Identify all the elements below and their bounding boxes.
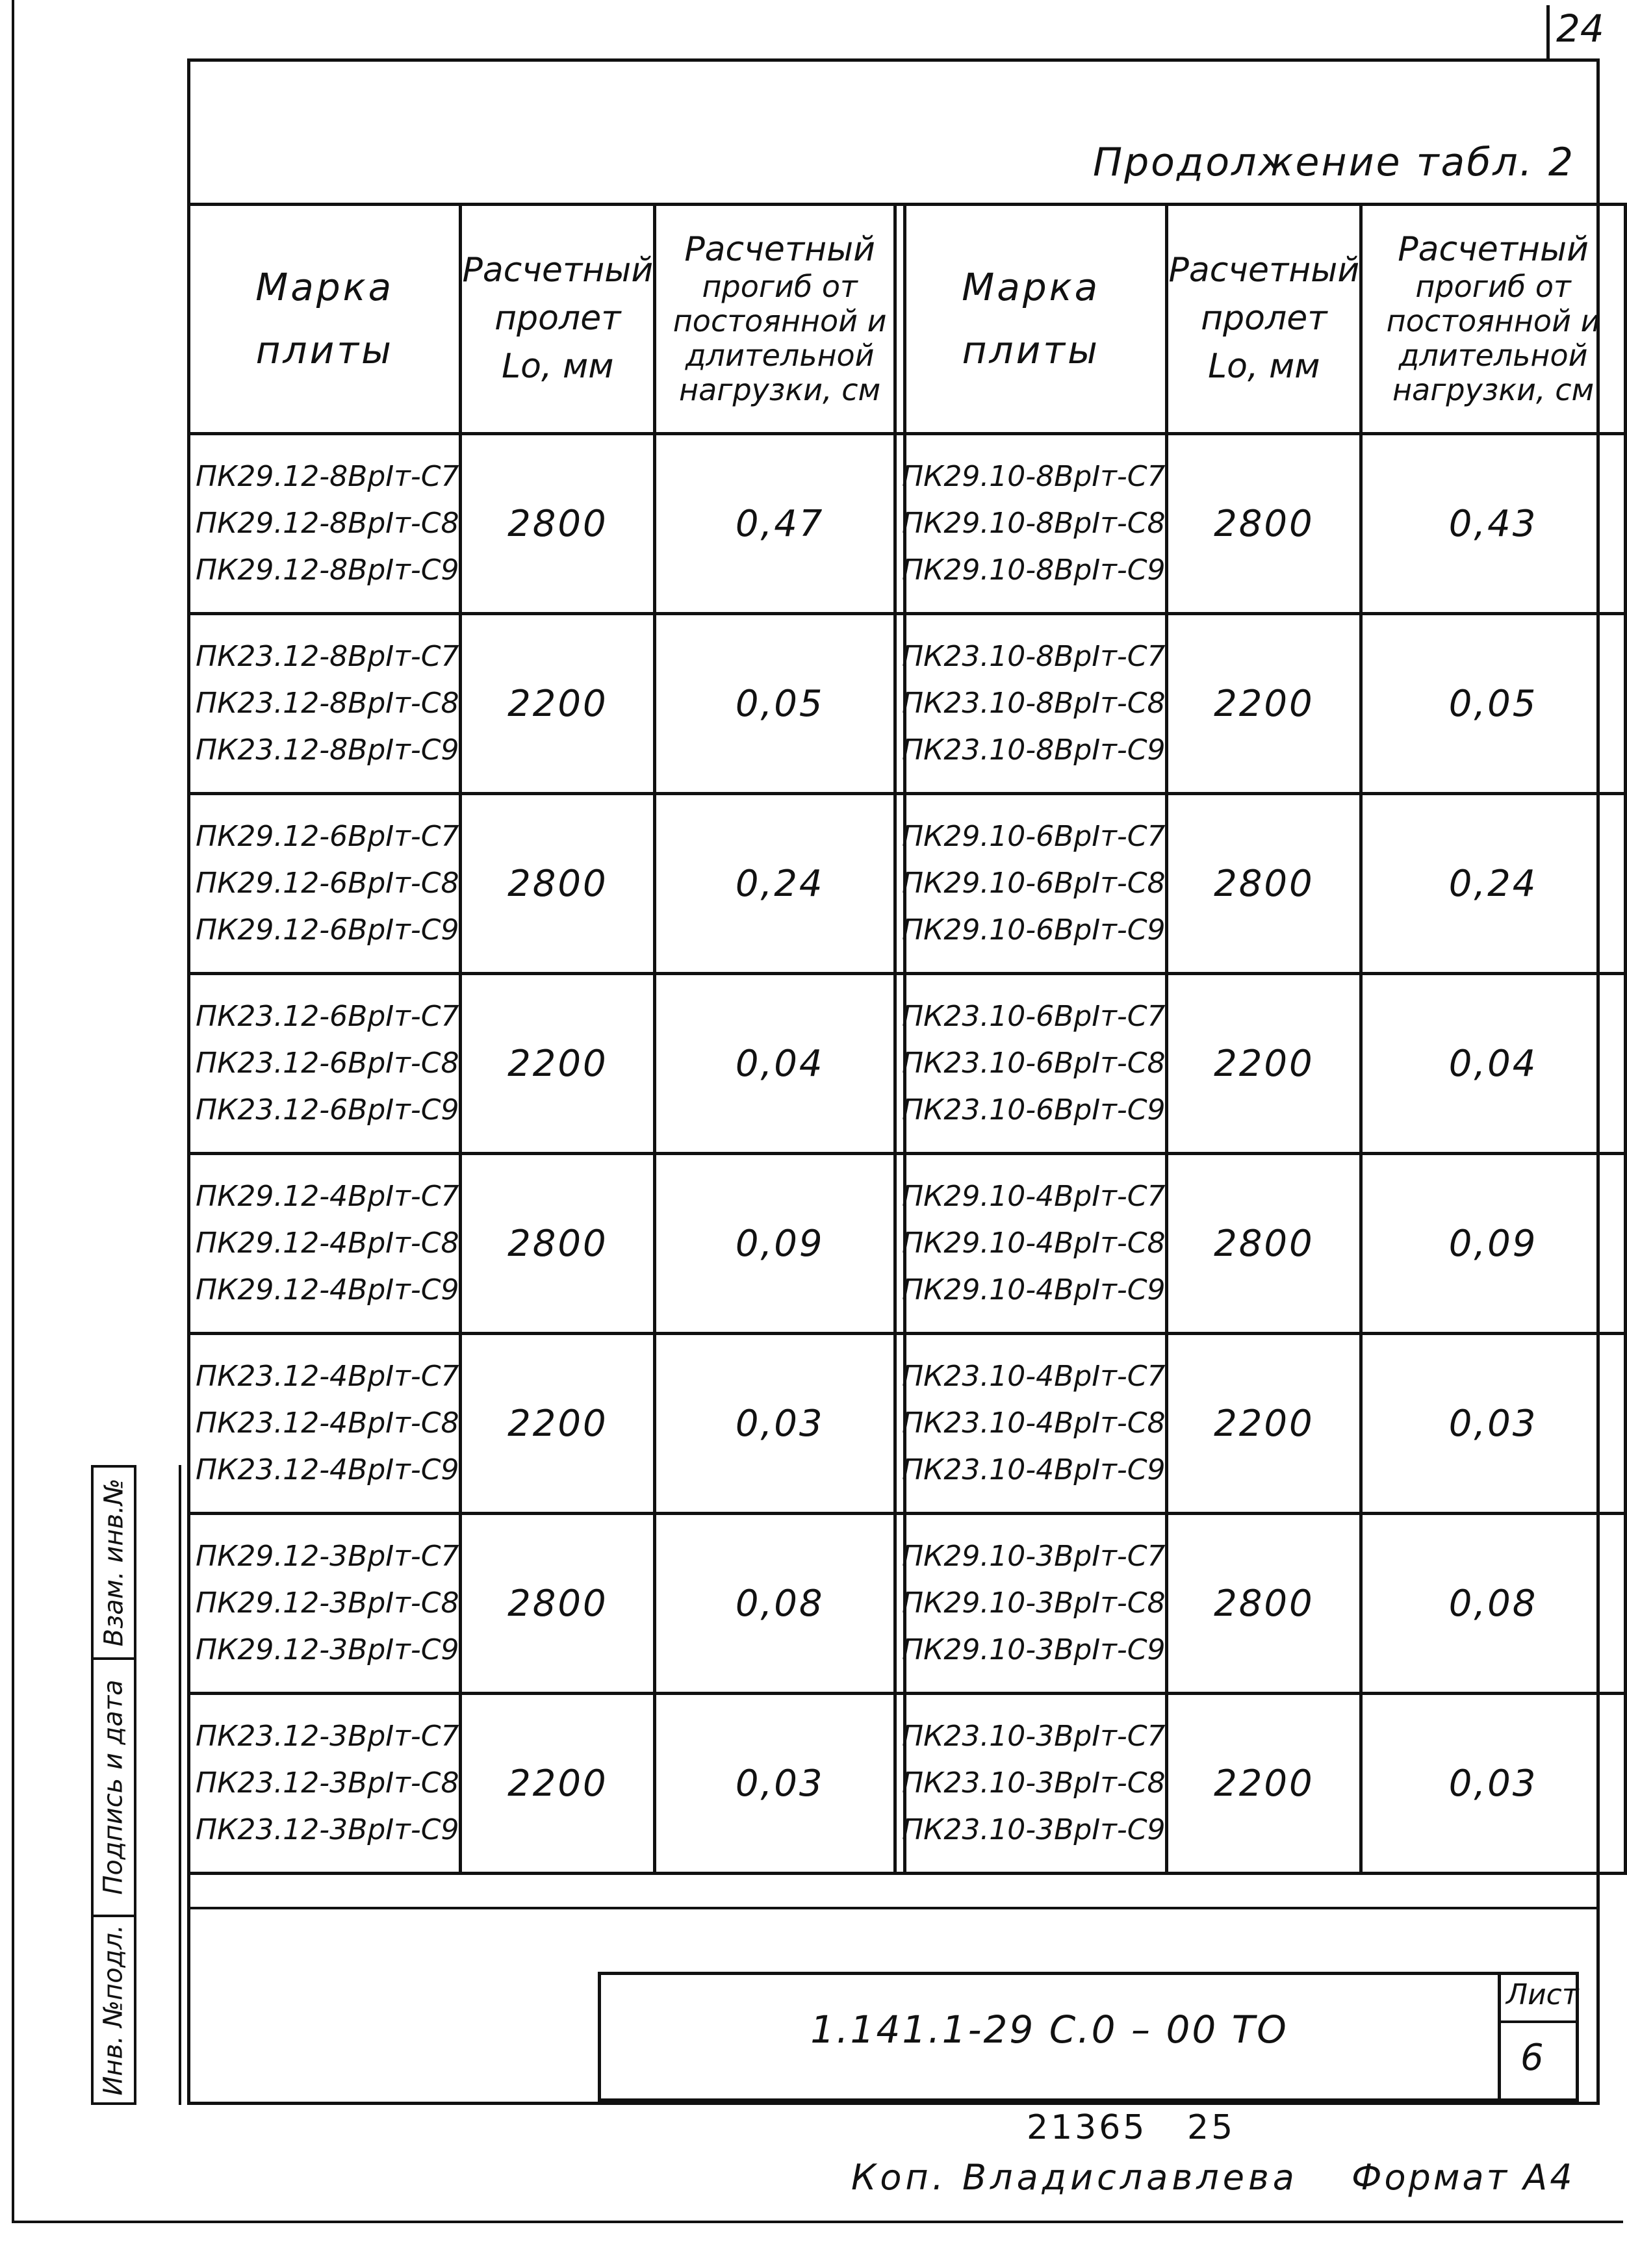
side-label: Инв. №подл.: [99, 1924, 129, 2096]
deflection-cell: 0,43: [1361, 434, 1626, 614]
header-mark-line: плиты: [962, 328, 1100, 372]
plate-mark: ПК23.12-3ВрIт-С7: [196, 1720, 459, 1753]
plate-marks-cell: [189, 1334, 461, 1514]
plate-mark: ПК23.10-6ВрIт-С9: [902, 1093, 1166, 1127]
plate-mark: ПК23.12-3ВрIт-С8: [196, 1766, 459, 1800]
plate-mark: ПК23.10-6ВрIт-С8: [902, 1047, 1166, 1080]
deflection-cell: 0,47: [655, 434, 905, 614]
header-deflection-line: нагрузки, см: [1392, 372, 1595, 407]
bottom-margin-line: [12, 2221, 1623, 2223]
order-number: 21365 25: [1027, 2108, 1236, 2147]
plate-mark: ПК29.12-8ВрIт-С7: [196, 460, 459, 493]
table-row: [189, 1154, 905, 1334]
plate-marks-cell: [895, 1334, 1167, 1514]
deflection-cell: 0,09: [655, 1154, 905, 1334]
plate-mark: ПК23.10-4ВрIт-С9: [902, 1453, 1166, 1486]
table-row: [895, 1334, 1626, 1514]
header-deflection: [655, 205, 905, 434]
table-row: [189, 1334, 905, 1514]
table-row: [189, 974, 905, 1154]
plate-mark: ПК29.12-4ВрIт-С7: [196, 1180, 459, 1213]
header-span-line: пролет: [494, 299, 621, 338]
span-cell: 2200: [1167, 1694, 1361, 1874]
header-deflection-line: постоянной и: [1386, 303, 1600, 338]
table-row: [895, 1514, 1626, 1694]
title-stamp: [598, 1972, 1579, 2102]
plate-mark: ПК23.12-6ВрIт-С8: [196, 1047, 459, 1080]
table-row: [895, 1154, 1626, 1334]
plate-mark: ПК29.12-8ВрIт-С8: [196, 507, 459, 540]
plate-marks-cell: [189, 614, 461, 794]
span-cell: 2800: [461, 794, 655, 974]
table-row: [895, 1694, 1626, 1874]
side-field-rule: [179, 1465, 181, 2105]
span-cell: 2200: [461, 1334, 655, 1514]
plate-mark: ПК29.10-8ВрIт-С7: [902, 460, 1166, 493]
deflection-cell: 0,09: [1361, 1154, 1626, 1334]
plate-mark: ПК29.10-4ВрIт-С9: [902, 1273, 1166, 1306]
header-span-line: пролет: [1201, 299, 1327, 338]
span-cell: 2200: [1167, 1334, 1361, 1514]
plate-mark: ПК29.10-3ВрIт-С9: [902, 1633, 1166, 1666]
right-table: [893, 203, 1627, 1875]
span-cell: 2200: [461, 1694, 655, 1874]
header-span-line: Lо, мм: [502, 346, 614, 386]
plate-mark: ПК23.12-8ВрIт-С8: [196, 687, 459, 720]
header-mark: [189, 205, 461, 434]
plate-mark: ПК23.10-3ВрIт-С8: [902, 1766, 1166, 1800]
plate-marks-cell: [895, 1154, 1167, 1334]
plate-mark: ПК23.12-8ВрIт-С9: [196, 733, 459, 767]
plate-mark: ПК29.10-8ВрIт-С9: [902, 554, 1166, 587]
plate-mark: ПК23.12-8ВрIт-С7: [196, 640, 459, 673]
plate-mark: ПК29.10-6ВрIт-С7: [902, 820, 1166, 853]
header-span-line: Lо, мм: [1208, 346, 1320, 386]
copied-by: Коп. Владиславлева: [851, 2157, 1298, 2198]
table-row: [895, 974, 1626, 1154]
plate-marks-cell: [189, 434, 461, 614]
side-field-orig-inv: [91, 1915, 136, 2105]
table-bottom-rule: [187, 1907, 1600, 1909]
plate-mark: ПК23.10-4ВрIт-С8: [902, 1407, 1166, 1440]
header-deflection-line: постоянной и: [673, 303, 887, 338]
deflection-cell: 0,03: [655, 1334, 905, 1514]
plate-marks-cell: [895, 1694, 1167, 1874]
span-cell: 2800: [1167, 794, 1361, 974]
span-cell: 2800: [461, 434, 655, 614]
plate-mark: ПК29.12-6ВрIт-С9: [196, 913, 459, 947]
plate-mark: ПК29.10-4ВрIт-С8: [902, 1227, 1166, 1260]
header-deflection-line: Расчетный: [684, 230, 875, 270]
plate-mark: ПК23.12-4ВрIт-С9: [196, 1453, 459, 1486]
plate-mark: ПК29.12-4ВрIт-С8: [196, 1227, 459, 1260]
plate-marks-cell: [189, 794, 461, 974]
span-cell: 2200: [1167, 614, 1361, 794]
header-deflection-line: прогиб от: [1415, 269, 1571, 305]
span-cell: 2800: [1167, 1514, 1361, 1694]
span-cell: 2800: [1167, 1154, 1361, 1334]
plate-mark: ПК23.12-4ВрIт-С7: [196, 1360, 459, 1393]
table-continuation-caption: Продолжение табл. 2: [1092, 140, 1575, 185]
left-header-row: [189, 205, 905, 434]
sheet-number: 6: [1520, 2037, 1544, 2079]
side-label: Взам. инв.№: [99, 1478, 129, 1647]
table-row: [895, 614, 1626, 794]
right-header-row: [895, 205, 1626, 434]
deflection-cell: 0,03: [1361, 1694, 1626, 1874]
deflection-cell: 0,03: [1361, 1334, 1626, 1514]
plate-marks-cell: [189, 1694, 461, 1874]
table-row: [895, 794, 1626, 974]
header-deflection-line: прогиб от: [702, 269, 858, 305]
plate-marks-cell: [895, 1514, 1167, 1694]
deflection-cell: 0,04: [655, 974, 905, 1154]
page-number: 24: [1556, 6, 1604, 51]
plate-mark: ПК23.10-6ВрIт-С7: [902, 1000, 1166, 1033]
plate-mark: ПК23.12-3ВрIт-С9: [196, 1813, 459, 1846]
left-table: [187, 203, 906, 1875]
span-cell: 2200: [461, 614, 655, 794]
plate-mark: ПК29.12-6ВрIт-С8: [196, 867, 459, 900]
plate-mark: ПК23.12-6ВрIт-С9: [196, 1093, 459, 1127]
span-cell: 2200: [1167, 974, 1361, 1154]
deflection-cell: 0,08: [1361, 1514, 1626, 1694]
span-cell: 2800: [461, 1514, 655, 1694]
plate-mark: ПК23.10-4ВрIт-С7: [902, 1360, 1166, 1393]
header-mark-line: Марка: [255, 265, 394, 310]
side-label: Подпись и дата: [99, 1679, 129, 1895]
plate-marks-cell: [895, 614, 1167, 794]
deflection-cell: 0,05: [655, 614, 905, 794]
header-span-line: Расчетный: [462, 251, 654, 290]
header-span: [1167, 205, 1361, 434]
header-deflection: [1361, 205, 1626, 434]
span-cell: 2200: [461, 974, 655, 1154]
plate-mark: ПК29.12-4ВрIт-С9: [196, 1273, 459, 1306]
table-row: [189, 434, 905, 614]
table-row: [189, 794, 905, 974]
side-field-replace-inv: [91, 1465, 136, 1660]
plate-marks-cell: [189, 1154, 461, 1334]
document-code: 1.141.1-29 С.0 – 00 ТО: [810, 2007, 1288, 2052]
plate-mark: ПК29.12-8ВрIт-С9: [196, 554, 459, 587]
deflection-cell: 0,03: [655, 1694, 905, 1874]
side-field-signature-date: [91, 1657, 136, 1917]
plate-mark: ПК23.12-4ВрIт-С8: [196, 1407, 459, 1440]
plate-mark: ПК29.12-3ВрIт-С8: [196, 1586, 459, 1620]
plate-marks-cell: [895, 794, 1167, 974]
plate-marks-cell: [895, 434, 1167, 614]
header-mark: [895, 205, 1167, 434]
span-cell: 2800: [461, 1154, 655, 1334]
plate-marks-cell: [189, 1514, 461, 1694]
span-cell: 2800: [1167, 434, 1361, 614]
table-row: [189, 1694, 905, 1874]
deflection-cell: 0,04: [1361, 974, 1626, 1154]
plate-mark: ПК23.10-8ВрIт-С8: [902, 687, 1166, 720]
deflection-cell: 0,08: [655, 1514, 905, 1694]
deflection-cell: 0,24: [655, 794, 905, 974]
plate-mark: ПК29.10-6ВрIт-С9: [902, 913, 1166, 947]
header-deflection-line: длительной: [685, 337, 875, 373]
header-span-line: Расчетный: [1168, 251, 1360, 290]
plate-marks-cell: [895, 974, 1167, 1154]
plate-marks-cell: [189, 974, 461, 1154]
paper-format: Формат А4: [1352, 2157, 1575, 2198]
plate-mark: ПК23.10-3ВрIт-С9: [902, 1813, 1166, 1846]
plate-mark: ПК29.10-6ВрIт-С8: [902, 867, 1166, 900]
plate-mark: ПК29.10-8ВрIт-С8: [902, 507, 1166, 540]
plate-mark: ПК29.10-4ВрIт-С7: [902, 1180, 1166, 1213]
sheet-label: Лист: [1506, 1978, 1579, 2011]
plate-mark: ПК23.10-8ВрIт-С9: [902, 733, 1166, 767]
deflection-cell: 0,24: [1361, 794, 1626, 974]
header-deflection-line: длительной: [1398, 337, 1588, 373]
table-row: [189, 614, 905, 794]
header-deflection-line: Расчетный: [1398, 230, 1589, 270]
header-mark-line: плиты: [255, 328, 394, 372]
plate-mark: ПК29.12-3ВрIт-С7: [196, 1540, 459, 1573]
plate-mark: ПК29.12-3ВрIт-С9: [196, 1633, 459, 1666]
sheet-divider: [1501, 2020, 1576, 2023]
plate-mark: ПК29.10-3ВрIт-С7: [902, 1540, 1166, 1573]
table-row: [189, 1514, 905, 1694]
plate-mark: ПК23.10-8ВрIт-С7: [902, 640, 1166, 673]
plate-mark: ПК29.10-3ВрIт-С8: [902, 1586, 1166, 1620]
sheet-box: [1498, 1975, 1579, 2098]
header-deflection-line: нагрузки, см: [679, 372, 881, 407]
plate-mark: ПК29.12-6ВрIт-С7: [196, 820, 459, 853]
binding-margin-line: [12, 0, 14, 2222]
plate-mark: ПК23.12-6ВрIт-С7: [196, 1000, 459, 1033]
header-mark-line: Марка: [962, 265, 1101, 310]
header-span: [461, 205, 655, 434]
table-row: [895, 434, 1626, 614]
deflection-cell: 0,05: [1361, 614, 1626, 794]
plate-mark: ПК23.10-3ВрIт-С7: [902, 1720, 1166, 1753]
